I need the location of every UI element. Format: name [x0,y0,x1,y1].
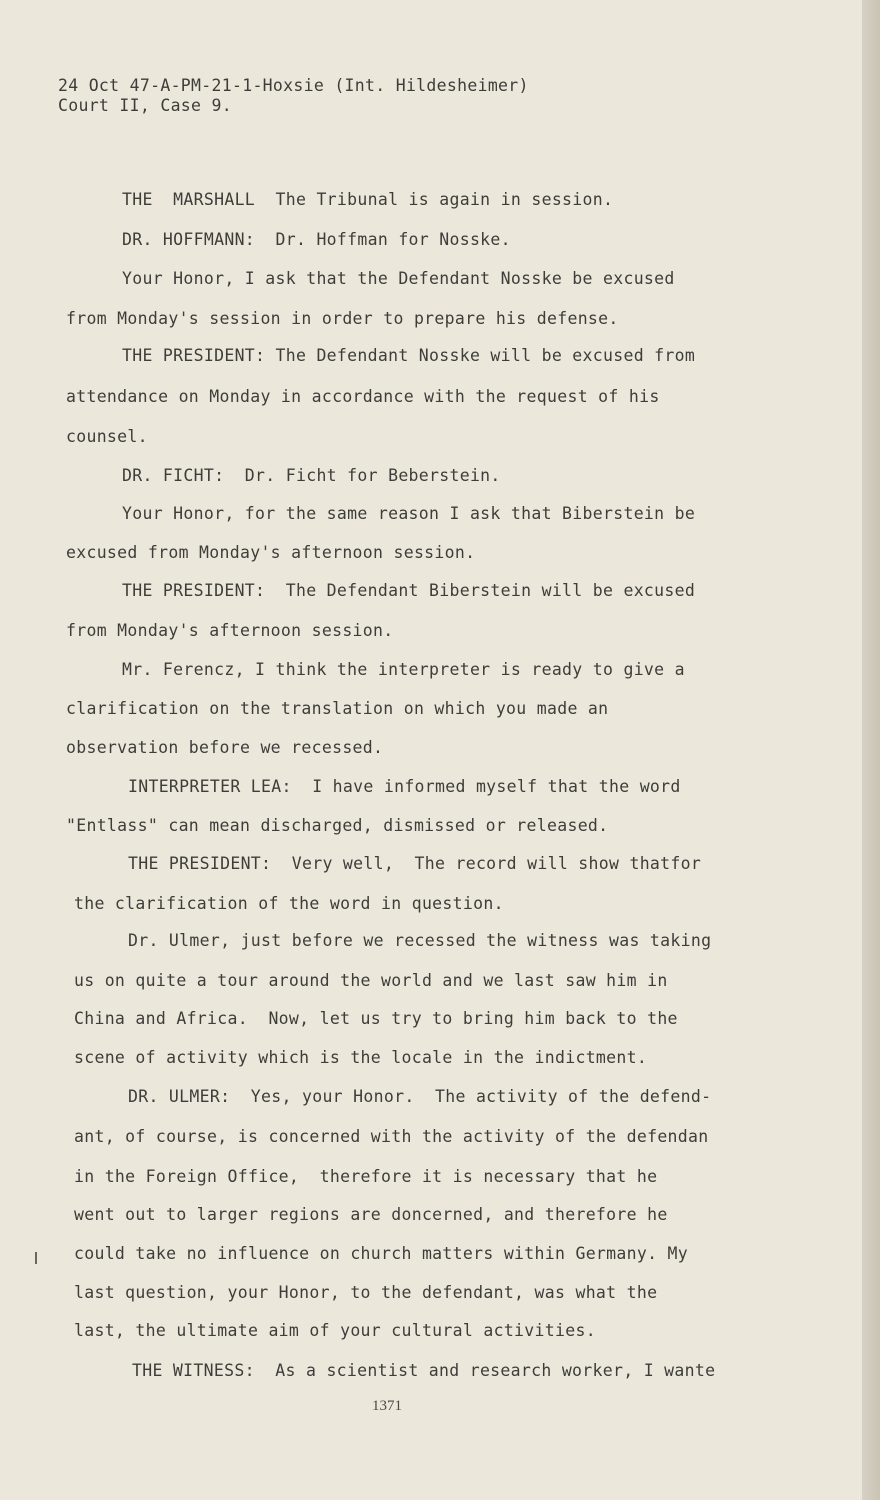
page-number: 1371 [372,1398,402,1414]
transcript-line: excused from Monday's afternoon session. [66,543,476,562]
transcript-header [58,76,529,116]
margin-mark [35,1252,37,1264]
transcript-line: counsel. [66,427,148,446]
transcript-line: DR. ULMER: Yes, your Honor. The activity of the defend- [128,1087,712,1106]
transcript-line: observation before we recessed. [66,738,384,757]
transcript-line: the clarification of the word in question. [74,894,504,913]
transcript-line: last, the ultimate aim of your cultural activities. [74,1321,596,1340]
transcript-line: DR. HOFFMANN: Dr. Hoffman for Nosske. [122,230,511,249]
transcript-line: clarification on the translation on which you made an [66,699,609,718]
transcript-line: from Monday's session in order to prepare his defense. [66,309,619,328]
transcript-line: Mr. Ferencz, I think the interpreter is ready to give a [122,660,685,679]
transcript-line: DR. FICHT: Dr. Ficht for Beberstein. [122,466,501,485]
transcript-line: in the Foreign Office, therefore it is necessary that he [74,1167,658,1186]
transcript-line: THE PRESIDENT: Very well, The record will show thatfor [128,854,702,873]
transcript-line: us on quite a tour around the world and we last saw him in [74,971,668,990]
transcript-line: Your Honor, I ask that the Defendant Nosske be excused [122,269,675,288]
header-session-line: 24 Oct 47-A-PM-21-1-Hoxsie (Int. Hildesheimer) [58,76,529,95]
header-court-line: Court II, Case 9. [58,96,232,115]
transcript-line: THE PRESIDENT: The Defendant Nosske will be excused from [122,346,696,365]
transcript-line: Your Honor, for the same reason I ask that Biberstein be [122,504,696,523]
transcript-line: attendance on Monday in accordance with the request of his [66,387,660,406]
page-edge-shadow [862,0,880,1500]
transcript-line: went out to larger regions are doncerned, and therefore he [74,1205,668,1224]
transcript-line: "Entlass" can mean discharged, dismissed or released. [66,816,609,835]
transcript-line: scene of activity which is the locale in the indictment. [74,1048,648,1067]
transcript-line: THE MARSHALL The Tribunal is again in session. [122,190,614,209]
transcript-line: from Monday's afternoon session. [66,621,394,640]
transcript-line: could take no influence on church matters within Germany. My [74,1244,689,1263]
transcript-line: ant, of course, is concerned with the activity of the defendan [74,1127,709,1146]
transcript-line: INTERPRETER LEA: I have informed myself that the word [128,777,681,796]
transcript-line: Dr. Ulmer, just before we recessed the witness was taking [128,931,712,950]
transcript-line: last question, your Honor, to the defendant, was what the [74,1283,658,1302]
transcript-line: THE PRESIDENT: The Defendant Biberstein will be excused [122,581,696,600]
transcript-line: China and Africa. Now, let us try to bring him back to the [74,1009,678,1028]
transcript-line: THE WITNESS: As a scientist and research worker, I wante [132,1361,716,1380]
